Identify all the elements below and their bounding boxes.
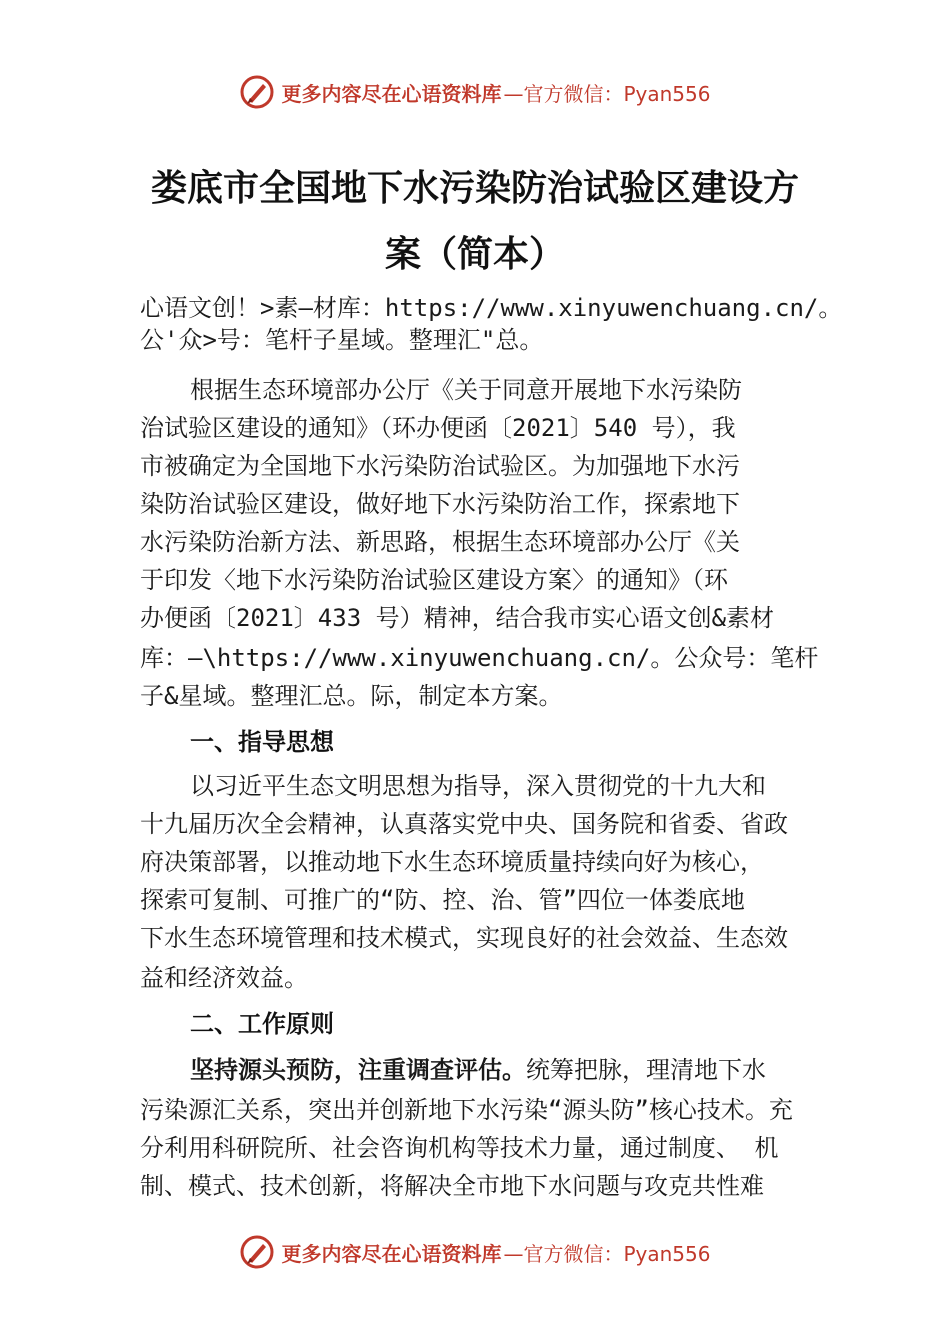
paragraph1-line: 市被确定为全国地下水污染防治试验区。为加强地下水污 xyxy=(140,452,740,480)
watermark-banner-top xyxy=(0,70,950,114)
section2-lead-line xyxy=(190,1052,890,1088)
paragraph1-line: 根据生态环境部办公厅《关于同意开展地下水污染防 xyxy=(190,376,742,404)
section1-line: 益和经济效益。 xyxy=(140,964,308,992)
watermark-rest-text: —官方微信：Pyan556 xyxy=(503,81,711,106)
document-title-line1: 娄底市全国地下水污染防治试验区建设方 xyxy=(150,167,799,209)
section1-heading: 一、指导思想 xyxy=(190,728,334,756)
section2-lead-bold: 坚持源头预防，注重调查评估。 xyxy=(190,1056,526,1084)
section2-line: 污染源汇关系，突出并创新地下水污染“源头防”核心技术。充 xyxy=(140,1096,793,1124)
section1-line: 下水生态环境管理和技术模式，实现良好的社会效益、生态效 xyxy=(140,924,788,952)
paragraph1-line: 水污染防治新方法、新思路，根据生态环境部办公厅《关 xyxy=(140,528,740,556)
paragraph1-line: 库：—\https://www.xinyuwenchuang.cn/。公众号：笔杆 xyxy=(140,644,819,672)
section2-line: 制、模式、技术创新，将解决全市地下水问题与攻克共性难 xyxy=(140,1172,764,1200)
paragraph1-line: 染防治试验区建设，做好地下水污染防治工作，探索地下 xyxy=(140,490,740,518)
section1-line: 以习近平生态文明思想为指导，深入贯彻党的十九大和 xyxy=(190,772,766,800)
watermark-bold-text: 更多内容尽在心语资料库 xyxy=(281,1241,502,1266)
section1-line: 府决策部署，以推动地下水生态环境质量持续向好为核心， xyxy=(140,848,764,876)
section1-line: 十九届历次全会精神，认真落实党中央、国务院和省委、省政 xyxy=(140,810,788,838)
watermark-bold-text: 更多内容尽在心语资料库 xyxy=(281,81,502,106)
section1-line: 探索可复制、可推广的“防、控、治、管”四位一体娄底地 xyxy=(140,886,745,914)
paragraph1-line: 办便函〔2021〕433 号）精神，结合我市实心语文创&素材 xyxy=(140,604,775,632)
pen-logo-icon xyxy=(239,1234,275,1270)
document-title-line2: 案（简本） xyxy=(384,233,565,275)
intro-line: 心语文创！>素—材库：https://www.xinyuwenchuang.cn/。 xyxy=(140,294,843,322)
watermark-rest-text: —官方微信：Pyan556 xyxy=(503,1241,711,1266)
section2-heading: 二、工作原则 xyxy=(190,1010,334,1038)
section2-line: 分利用科研院所、社会咨询机构等技术力量，通过制度、 机 xyxy=(140,1134,779,1162)
paragraph1-line: 子&星域。整理汇总。际，制定本方案。 xyxy=(140,682,563,710)
watermark-banner-bottom xyxy=(0,1230,950,1274)
intro-line: 公'众>号：笔杆子星域。整理汇"总。 xyxy=(140,326,544,354)
paragraph1-line: 治试验区建设的通知》（环办便函〔2021〕540 号），我 xyxy=(140,414,736,442)
pen-logo-icon xyxy=(239,74,275,110)
section2-lead-rest: 统筹把脉，理清地下水 xyxy=(526,1056,766,1084)
paragraph1-line: 于印发〈地下水污染防治试验区建设方案〉的通知》（环 xyxy=(140,566,728,594)
